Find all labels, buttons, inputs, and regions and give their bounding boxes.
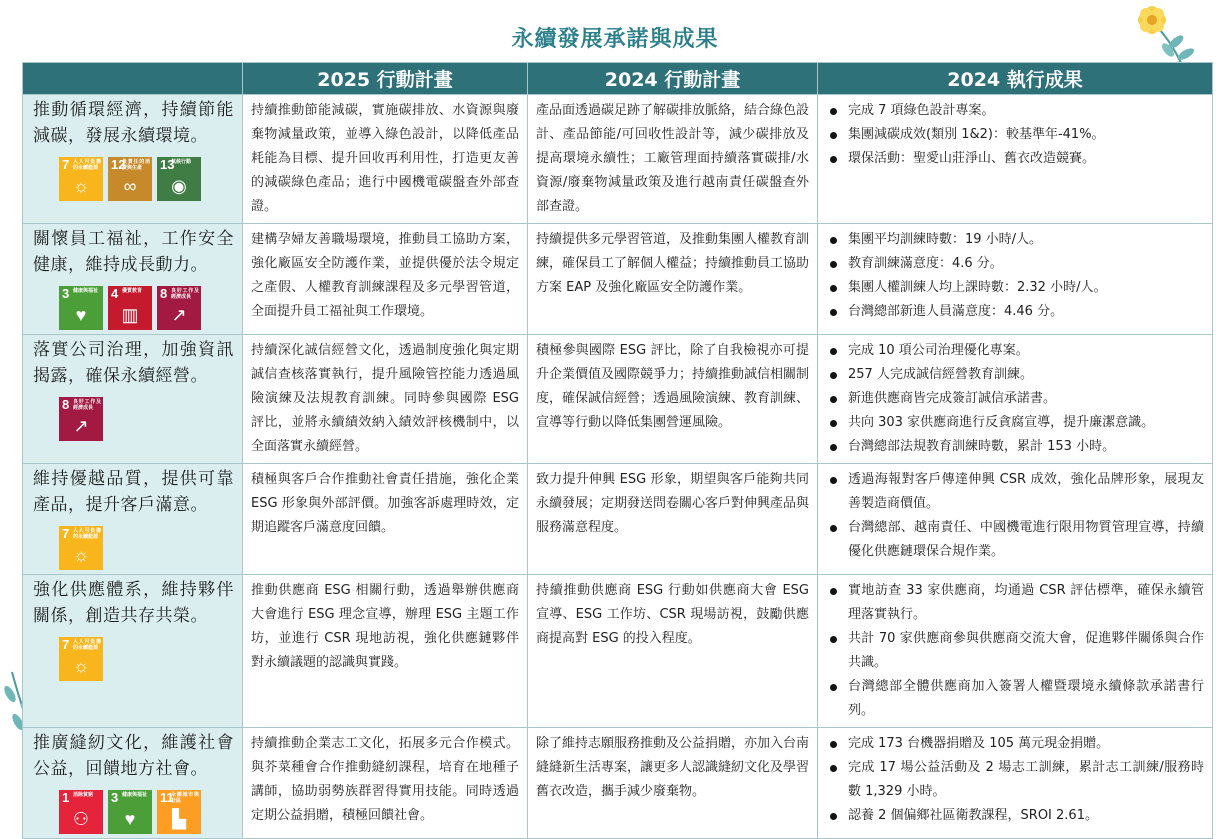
sdg-8-icon [59,397,103,441]
sdg-1-icon [59,790,103,834]
goal-text: 落實公司治理，加強資訊揭露，確保永續經營。 [33,340,234,386]
result-item: 完成 10 項公司治理優化專案。 [826,339,1204,363]
sdg-11-icon [157,790,201,834]
result-item: 實地訪查 33 家供應商，均通過 CSR 評估標準，確保永續管理落實執行。 [826,579,1204,627]
page-title: 永續發展承諾與成果 [511,27,719,52]
goal-text: 關懷員工福祉，工作安全健康，維持成長動力。 [33,229,234,275]
sdg-number: 7 [62,157,70,172]
result-item: 台灣總部新進人員滿意度：4.46 分。 [826,300,1204,324]
sdg-icons [33,526,234,570]
sdg-number: 12 [111,157,126,172]
result-item: 新進供應商皆完成簽訂誠信承諾書。 [826,387,1204,411]
result-item: 台灣總部全體供應商加入簽署人權暨環境永續條款承諾書行列。 [826,675,1204,723]
result-item: 環保活動：聖愛山莊淨山、舊衣改造競賽。 [826,147,1204,171]
table-row [23,95,1213,224]
header-results-2024: 2024 執行成果 [818,63,1213,95]
sdg-7-icon [59,526,103,570]
sdg-label: 健康與福祉 [73,288,99,294]
sdg-3-icon [108,790,152,834]
sdg-icons [33,790,234,834]
header-plan-2024: 2024 行動計畫 [528,63,818,95]
sdg-label: 永續城市與社區 [171,792,199,804]
result-item: 共計 70 家供應商參與供應商交流大會，促進夥伴關係與合作共識。 [826,627,1204,675]
sdg-icons [33,157,234,201]
results-list [826,468,1204,564]
city-icon: ▙ [172,809,186,829]
eye-globe-icon: ◉ [171,176,187,196]
result-item: 透過海報對客戶傳達伸興 CSR 成效，強化品牌形象，展現友善製造商價值。 [826,468,1204,516]
goal-cell [23,95,243,224]
sdg-icons [33,397,234,441]
goal-text: 推廣縫紉文化，維護社會公益，回饋地方社會。 [33,733,234,779]
table-row [23,728,1213,839]
result-item: 認養 2 個偏鄉社區衛教課程，SROI 2.61。 [826,804,1204,828]
results-cell [818,464,1213,575]
sdg-number: 4 [111,286,119,301]
table-row [23,224,1213,335]
sdg-13-icon [157,157,201,201]
results-cell [818,335,1213,464]
result-item: 教育訓練滿意度：4.6 分。 [826,252,1204,276]
results-list [826,99,1204,171]
sun-icon: ☼ [72,545,90,565]
sdg-icons [33,637,234,681]
sdg-label: 人人可負擔的永續能源 [73,159,101,171]
sdg-label: 氣候行動 [171,159,192,165]
plan-2025-cell: 持續推動企業志工文化，拓展多元合作模式。與芥菜種會合作推動縫紉課程，培育在地種子講師，協助弱勢族群習得實用技能。同時透過定期公益捐贈，積極回饋社會。 [243,728,528,839]
table-row [23,464,1213,575]
sdg-label: 消除貧窮 [73,792,94,798]
heartbeat-icon: ♥ [124,809,136,829]
sun-icon: ☼ [72,176,90,196]
sdg-8-icon [157,286,201,330]
result-item: 集團平均訓練時數：19 小時/人。 [826,228,1204,252]
results-list [826,732,1204,828]
sustainability-table [22,62,1213,839]
result-item: 台灣總部、越南責任、中國機電進行限用物質管理宣導，持續優化供應鏈環保合規作業。 [826,516,1204,564]
results-list [826,579,1204,723]
people-icon: ⚇ [72,809,90,829]
header-plan-2025: 2025 行動計畫 [243,63,528,95]
table-row [23,335,1213,464]
sdg-number: 11 [160,790,174,805]
result-item: 台灣總部法規教育訓練時數，累計 153 小時。 [826,435,1204,459]
sdg-12-icon [108,157,152,201]
results-cell [818,224,1213,335]
sdg-number: 3 [111,790,119,805]
sdg-number: 13 [160,157,175,172]
sdg-3-icon [59,286,103,330]
growth-chart-icon: ↗ [171,305,187,325]
book-icon: ▥ [121,305,139,325]
goal-text: 推動循環經濟，持續節能減碳，發展永續環境。 [33,100,234,146]
plan-2025-cell: 持續深化誠信經營文化，透過制度強化與定期誠信查核落實執行，提升風險管控能力透過風險演練及法規教育訓練。同時參與國際 ESG 評比，並將永續績效納入績效評核機制中，以全面落實永續經營。 [243,335,528,464]
plan-2024-cell: 除了維持志願服務推動及公益捐贈，亦加入台南縫縫新生活專案，讓更多人認識縫紉文化及學習舊衣改造，攜手減少廢棄物。 [528,728,818,839]
sdg-label: 負責任的消費與生產 [122,159,150,171]
sdg-label: 良好工作及經濟成長 [73,399,101,411]
goal-cell [23,224,243,335]
goal-cell [23,728,243,839]
plan-2024-cell: 積極參與國際 ESG 評比，除了自我檢視亦可提升企業價值及國際競爭力；持續推動誠信相關制度，確保誠信經營；透過風險演練、教育訓練、宣導等行動以降低集團營運風險。 [528,335,818,464]
infinity-icon: ∞ [123,176,137,196]
results-list [826,228,1204,324]
goal-text: 強化供應體系，維持夥伴關係，創造共存共榮。 [33,580,234,626]
sdg-label: 良好工作及經濟成長 [171,288,199,300]
heartbeat-icon: ♥ [75,305,87,325]
header-goal [23,63,243,95]
sdg-icons [33,286,234,330]
sdg-number: 3 [62,286,70,301]
results-cell [818,95,1213,224]
sdg-label: 人人可負擔的永續能源 [73,528,101,540]
sdg-7-icon [59,157,103,201]
sdg-label: 優質教育 [122,288,143,294]
plan-2025-cell: 持續推動節能減碳，實施碳排放、水資源與廢棄物減量政策，並導入綠色設計，以降低產品耗能為目標、提升回收再利用性，打造更友善的減碳綠色產品；進行中國機電碳盤查外部查證。 [243,95,528,224]
sun-icon: ☼ [72,656,90,676]
plan-2024-cell: 持續推動供應商 ESG 行動如供應商大會 ESG 宣導、ESG 工作坊、CSR 現場訪視，鼓勵供應商提高對 ESG 的投入程度。 [528,575,818,728]
result-item: 共向 303 家供應商進行反貪腐宣導，提升廉潔意識。 [826,411,1204,435]
results-cell [818,575,1213,728]
sdg-7-icon [59,637,103,681]
result-item: 完成 173 台機器捐贈及 105 萬元現金捐贈。 [826,732,1204,756]
sdg-number: 7 [62,637,70,652]
goal-cell [23,575,243,728]
results-cell [818,728,1213,839]
plan-2024-cell: 持續提供多元學習管道，及推動集團人權教育訓練，確保員工了解個人權益；持續推動員工協助方案 EAP 及強化廠區安全防護作業。 [528,224,818,335]
plan-2025-cell: 建構孕婦友善職場環境，推動員工協助方案，強化廠區安全防護作業，並提供優於法令規定之產假、人權教育訓練課程及多元學習管道，全面提升員工福祉與工作環境。 [243,224,528,335]
result-item: 完成 7 項綠色設計專案。 [826,99,1204,123]
result-item: 集團減碳成效(類別 1&2)：較基準年-41%。 [826,123,1204,147]
sdg-label: 人人可負擔的永續能源 [73,639,101,651]
plan-2024-cell: 產品面透過碳足跡了解碳排放脈絡，結合綠色設計、產品節能/可回收性設計等，減少碳排放及提高環境永續性；工廠管理面持續落實碳排/水資源/廢棄物減量政策及進行越南責任碳盤查外部查證。 [528,95,818,224]
header-row [23,63,1213,95]
plan-2024-cell: 致力提升伸興 ESG 形象，期望與客戶能夠共同永續發展；定期發送問卷關心客戶對伸興產品與服務滿意程度。 [528,464,818,575]
result-item: 集團人權訓練人均上課時數：2.32 小時/人。 [826,276,1204,300]
growth-chart-icon: ↗ [73,416,89,436]
plan-2025-cell: 推動供應商 ESG 相關行動，透過舉辦供應商大會進行 ESG 理念宣導，辦理 ESG 主題工作坊，並進行 CSR 現地訪視，強化供應鏈夥伴對永續議題的認識與實踐。 [243,575,528,728]
sdg-number: 1 [62,790,70,805]
goal-text: 維持優越品質，提供可靠產品，提升客戶滿意。 [33,469,234,515]
sdg-4-icon [108,286,152,330]
goal-cell [23,335,243,464]
plan-2025-cell: 積極與客戶合作推動社會責任措施，強化企業 ESG 形象與外部評價。加強客訴處理時效，定期追蹤客戶滿意度回饋。 [243,464,528,575]
result-item: 完成 17 場公益活動及 2 場志工訓練，累計志工訓練/服務時數 1,329 小時。 [826,756,1204,804]
results-list [826,339,1204,459]
table-row [23,575,1213,728]
result-item: 257 人完成誠信經營教育訓練。 [826,363,1204,387]
sdg-number: 8 [62,397,70,412]
sdg-number: 7 [62,526,70,541]
goal-cell [23,464,243,575]
sdg-label: 健康與福祉 [122,792,148,798]
sdg-number: 8 [160,286,168,301]
